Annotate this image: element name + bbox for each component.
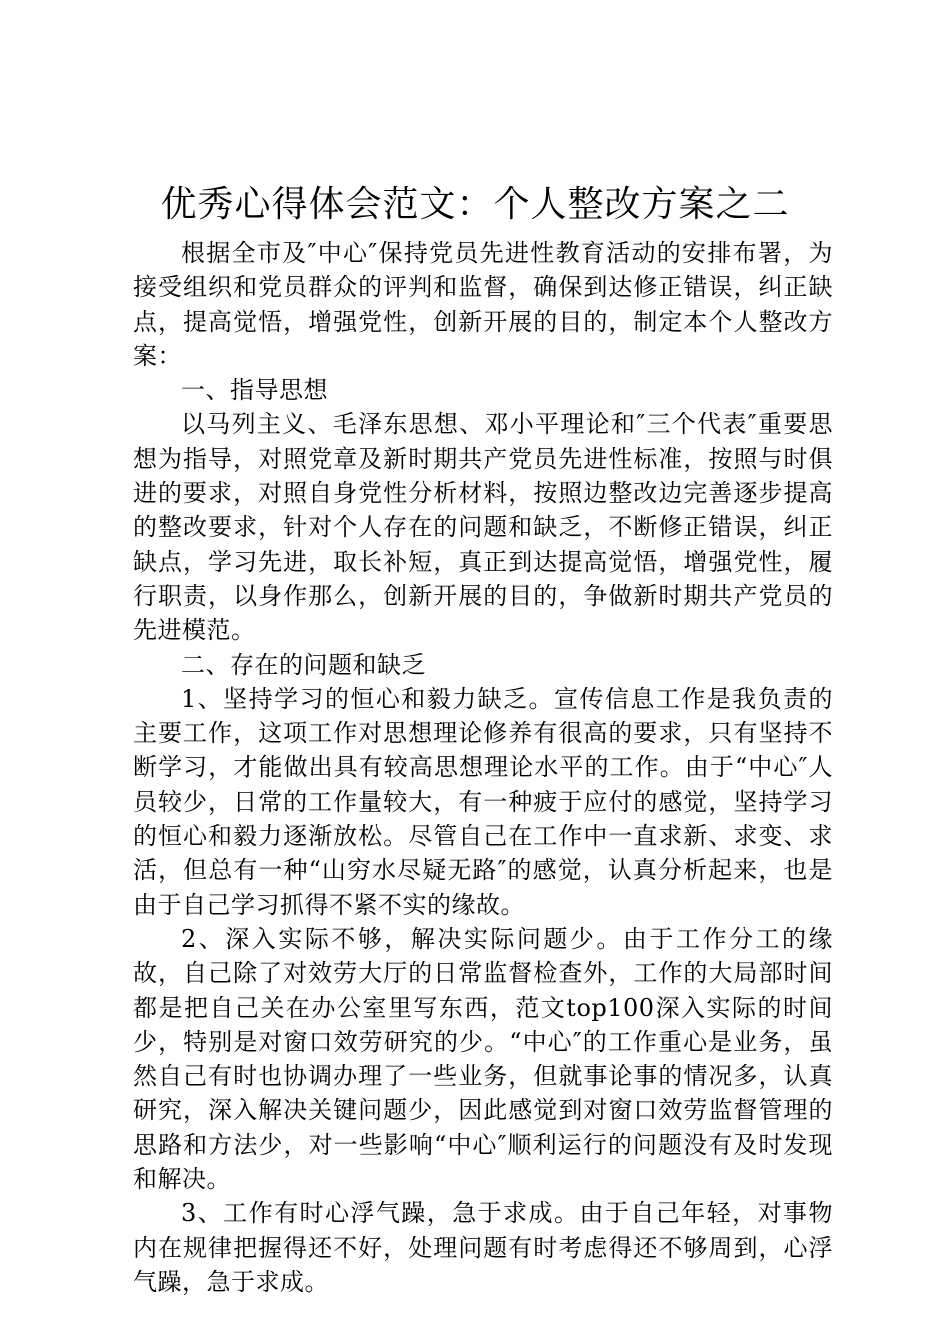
document-body xyxy=(133,236,833,1299)
problem-1-paragraph: 1、坚持学习的恒心和毅力缺乏。宣传信息工作是我负责的主要工作，这项工作对思想理论修养有很高的要求，只有坚持不断学习，才能做出具有较高思想理论水平的工作。由于“中心″人员较少，日常的工作量较大，有一种疲于应付的感觉，坚持学习的恒心和毅力逐渐放松。尽管自己在工作中一直求新、求变、求活，但总有一种“山穷水尽疑无路″的感觉，认真分析起来，也是由于自己学习抓得不紧不实的缘故。 xyxy=(133,684,833,919)
problem-3-paragraph: 3、工作有时心浮气躁，急于求成。由于自己年轻，对事物内在规律把握得还不好，处理问题有时考虑得还不够周到，心浮气躁，急于求成。 xyxy=(133,1199,833,1296)
problem-2-paragraph: 2、深入实际不够，解决实际问题少。由于工作分工的缘故，自己除了对效劳大厅的日常监督检查外，工作的大局部时间都是把自己关在办公室里写东西，范文top100深入实际的时间少，特别是对窗口效劳研究的少。“中心″的工作重心是业务，虽然自己有时也协调办理了一些业务，但就事论事的情况多，认真研究，深入解决关键问题少，因此感觉到对窗口效劳监督管理的思路和方法少，对一些影响“中心″顺利运行的问题没有及时发现和解决。 xyxy=(133,924,833,1194)
intro-paragraph: 根据全市及″中心″保持党员先进性教育活动的安排布署，为接受组织和党员群众的评判和监督，确保到达修正错误，纠正缺点，提高觉悟，增强党性，创新开展的目的，制定本个人整改方案： xyxy=(133,239,833,370)
section-heading-guiding-thought: 一、指导思想 xyxy=(181,376,328,405)
document-title: 优秀心得体会范文：个人整改方案之二 xyxy=(160,184,790,225)
section-heading-problems: 二、存在的问题和缺乏 xyxy=(181,650,426,679)
guiding-thought-paragraph: 以马列主义、毛泽东思想、邓小平理论和″三个代表″重要思想为指导，对照党章及新时期共产党员先进性标准，按照与时俱进的要求，对照自身党性分析材料，按照边整改边完善逐步提高的整改要求，针对个人存在的问题和缺乏，不断修正错误，纠正缺点，学习先进，取长补短，真正到达提高觉悟，增强党性，履行职责，以身作那么，创新开展的目的，争做新时期共产党员的先进模范。 xyxy=(133,410,833,645)
